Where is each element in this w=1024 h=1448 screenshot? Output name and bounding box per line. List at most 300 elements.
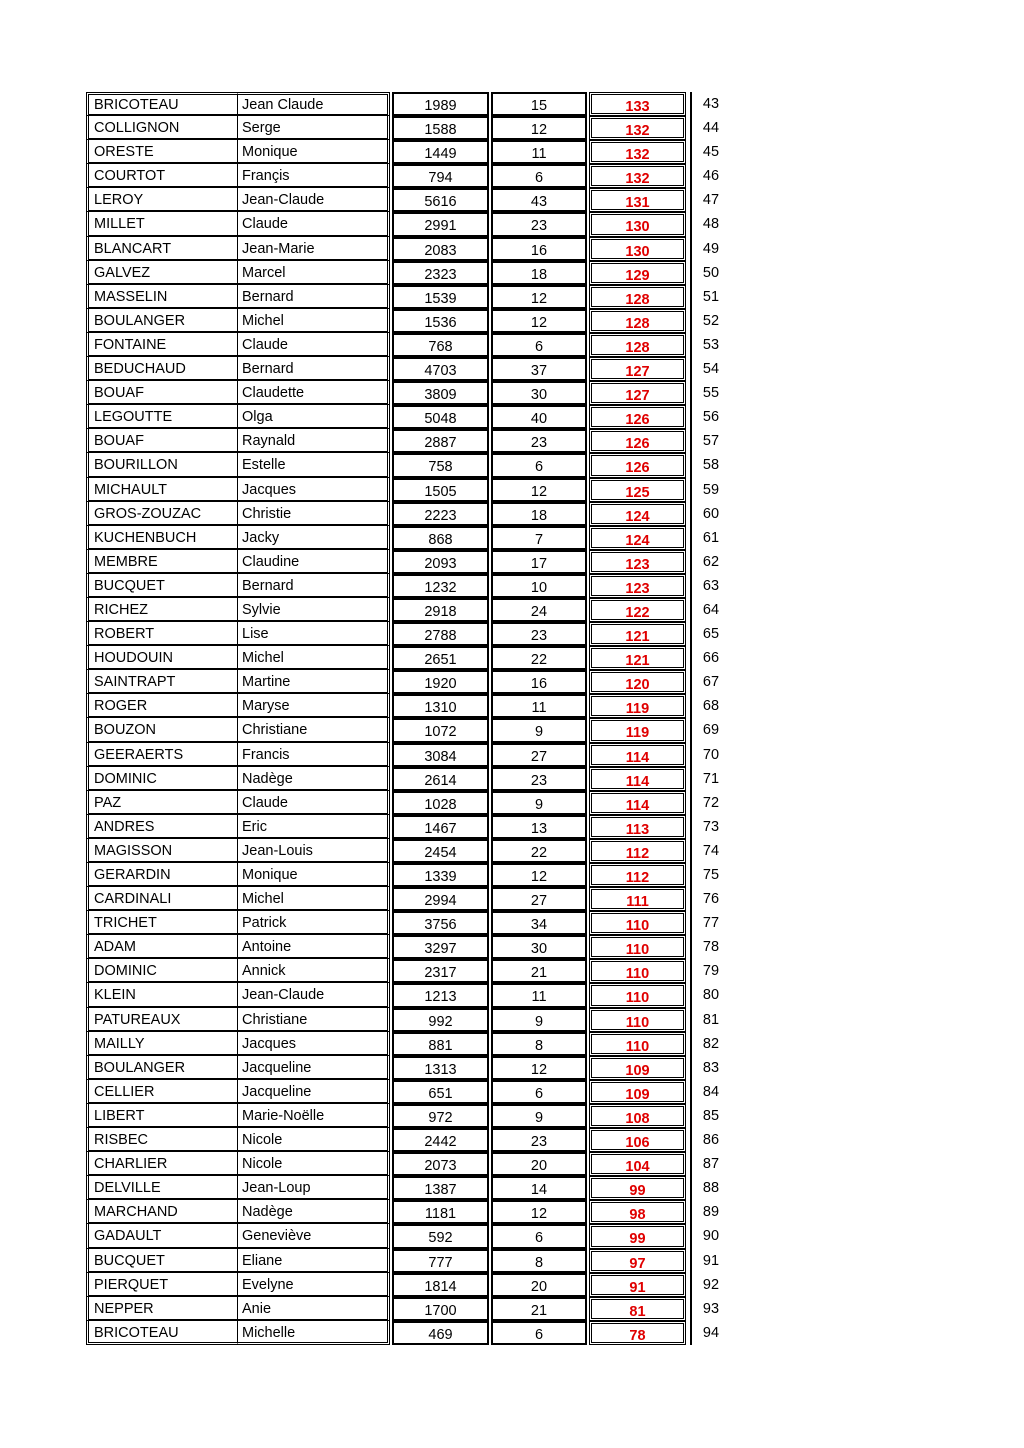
- total-score-cell: 1313: [392, 1056, 489, 1080]
- games-count-cell: 12: [491, 1200, 587, 1224]
- average-score-cell: 129: [589, 261, 686, 285]
- first-name-cell: Jean-Loup: [238, 1176, 390, 1200]
- total-score-cell: 1387: [392, 1176, 489, 1200]
- rank-cell: 76: [690, 887, 730, 911]
- total-score-cell: 868: [392, 526, 489, 550]
- average-score-cell: 122: [589, 598, 686, 622]
- total-score-cell: 1989: [392, 92, 489, 116]
- games-count-cell: 23: [491, 1128, 587, 1152]
- average-score-cell: 123: [589, 550, 686, 574]
- games-count-cell: 16: [491, 237, 587, 261]
- table-row: [86, 791, 730, 815]
- table-row: [86, 1056, 730, 1080]
- games-count-cell: 9: [491, 1104, 587, 1128]
- last-name-cell: BOURILLON: [86, 453, 238, 477]
- last-name-cell: NEPPER: [86, 1297, 238, 1321]
- last-name-cell: RISBEC: [86, 1128, 238, 1152]
- last-name-cell: RICHEZ: [86, 598, 238, 622]
- table-row: [86, 935, 730, 959]
- average-score-cell: 109: [589, 1056, 686, 1080]
- first-name-cell: Raynald: [238, 429, 390, 453]
- games-count-cell: 10: [491, 574, 587, 598]
- games-count-cell: 8: [491, 1249, 587, 1273]
- table-row: [86, 188, 730, 212]
- rank-cell: 78: [690, 935, 730, 959]
- first-name-cell: Evelyne: [238, 1273, 390, 1297]
- first-name-cell: Monique: [238, 140, 390, 164]
- last-name-cell: DELVILLE: [86, 1176, 238, 1200]
- average-score-cell: 132: [589, 164, 686, 188]
- last-name-cell: LIBERT: [86, 1104, 238, 1128]
- games-count-cell: 8: [491, 1032, 587, 1056]
- total-score-cell: 5048: [392, 405, 489, 429]
- last-name-cell: ROBERT: [86, 622, 238, 646]
- last-name-cell: ANDRES: [86, 815, 238, 839]
- first-name-cell: Antoine: [238, 935, 390, 959]
- last-name-cell: LEGOUTTE: [86, 405, 238, 429]
- table-row: [86, 1176, 730, 1200]
- games-count-cell: 27: [491, 743, 587, 767]
- average-score-cell: 114: [589, 767, 686, 791]
- average-score-cell: 132: [589, 140, 686, 164]
- total-score-cell: 2083: [392, 237, 489, 261]
- table-row: [86, 815, 730, 839]
- total-score-cell: 592: [392, 1224, 489, 1248]
- average-score-cell: 131: [589, 188, 686, 212]
- rank-cell: 83: [690, 1056, 730, 1080]
- table-row: [86, 887, 730, 911]
- table-row: [86, 309, 730, 333]
- rank-cell: 68: [690, 694, 730, 718]
- games-count-cell: 18: [491, 261, 587, 285]
- rank-cell: 91: [690, 1249, 730, 1273]
- first-name-cell: Serge: [238, 116, 390, 140]
- total-score-cell: 2918: [392, 598, 489, 622]
- games-count-cell: 21: [491, 959, 587, 983]
- average-score-cell: 133: [589, 92, 686, 116]
- rank-cell: 79: [690, 959, 730, 983]
- last-name-cell: GEERAERTS: [86, 743, 238, 767]
- rank-cell: 52: [690, 309, 730, 333]
- rank-cell: 64: [690, 598, 730, 622]
- table-row: [86, 911, 730, 935]
- average-score-cell: 128: [589, 333, 686, 357]
- first-name-cell: Olga: [238, 405, 390, 429]
- total-score-cell: 2073: [392, 1152, 489, 1176]
- last-name-cell: BEDUCHAUD: [86, 357, 238, 381]
- games-count-cell: 12: [491, 285, 587, 309]
- first-name-cell: Maryse: [238, 694, 390, 718]
- rank-cell: 70: [690, 743, 730, 767]
- total-score-cell: 1181: [392, 1200, 489, 1224]
- rank-cell: 69: [690, 718, 730, 742]
- score-table: [86, 92, 730, 1345]
- table-row: [86, 478, 730, 502]
- first-name-cell: Nicole: [238, 1152, 390, 1176]
- games-count-cell: 12: [491, 309, 587, 333]
- total-score-cell: 2317: [392, 959, 489, 983]
- average-score-cell: 127: [589, 357, 686, 381]
- first-name-cell: Monique: [238, 863, 390, 887]
- last-name-cell: MICHAULT: [86, 478, 238, 502]
- first-name-cell: Michelle: [238, 1321, 390, 1345]
- last-name-cell: GALVEZ: [86, 261, 238, 285]
- last-name-cell: PAZ: [86, 791, 238, 815]
- average-score-cell: 119: [589, 718, 686, 742]
- average-score-cell: 132: [589, 116, 686, 140]
- first-name-cell: Estelle: [238, 453, 390, 477]
- average-score-cell: 128: [589, 309, 686, 333]
- average-score-cell: 110: [589, 935, 686, 959]
- table-row: [86, 863, 730, 887]
- last-name-cell: BRICOTEAU: [86, 92, 238, 116]
- total-score-cell: 3084: [392, 743, 489, 767]
- table-row: [86, 839, 730, 863]
- total-score-cell: 1028: [392, 791, 489, 815]
- total-score-cell: 1920: [392, 670, 489, 694]
- average-score-cell: 126: [589, 429, 686, 453]
- last-name-cell: DOMINIC: [86, 959, 238, 983]
- average-score-cell: 81: [589, 1297, 686, 1321]
- first-name-cell: Jacqueline: [238, 1056, 390, 1080]
- table-row: [86, 1152, 730, 1176]
- table-row: [86, 526, 730, 550]
- average-score-cell: 123: [589, 574, 686, 598]
- first-name-cell: Michel: [238, 646, 390, 670]
- rank-cell: 61: [690, 526, 730, 550]
- table-row: [86, 212, 730, 236]
- first-name-cell: Lise: [238, 622, 390, 646]
- total-score-cell: 777: [392, 1249, 489, 1273]
- rank-cell: 88: [690, 1176, 730, 1200]
- average-score-cell: 112: [589, 863, 686, 887]
- total-score-cell: 1588: [392, 116, 489, 140]
- rank-cell: 93: [690, 1297, 730, 1321]
- first-name-cell: Marcel: [238, 261, 390, 285]
- first-name-cell: Jacqueline: [238, 1080, 390, 1104]
- average-score-cell: 111: [589, 887, 686, 911]
- last-name-cell: MEMBRE: [86, 550, 238, 574]
- rank-cell: 81: [690, 1008, 730, 1032]
- last-name-cell: PIERQUET: [86, 1273, 238, 1297]
- first-name-cell: Marie-Noëlle: [238, 1104, 390, 1128]
- first-name-cell: Bernard: [238, 357, 390, 381]
- last-name-cell: BUCQUET: [86, 1249, 238, 1273]
- rank-cell: 54: [690, 357, 730, 381]
- total-score-cell: 651: [392, 1080, 489, 1104]
- rank-cell: 46: [690, 164, 730, 188]
- table-row: [86, 1080, 730, 1104]
- average-score-cell: 113: [589, 815, 686, 839]
- first-name-cell: Bernard: [238, 574, 390, 598]
- last-name-cell: CARDINALI: [86, 887, 238, 911]
- first-name-cell: Nicole: [238, 1128, 390, 1152]
- first-name-cell: Christie: [238, 502, 390, 526]
- games-count-cell: 23: [491, 622, 587, 646]
- games-count-cell: 11: [491, 694, 587, 718]
- rank-cell: 74: [690, 839, 730, 863]
- table-row: [86, 550, 730, 574]
- total-score-cell: 2454: [392, 839, 489, 863]
- total-score-cell: 2093: [392, 550, 489, 574]
- total-score-cell: 2788: [392, 622, 489, 646]
- total-score-cell: 469: [392, 1321, 489, 1345]
- total-score-cell: 3297: [392, 935, 489, 959]
- table-row: [86, 116, 730, 140]
- table-row: [86, 453, 730, 477]
- total-score-cell: 1072: [392, 718, 489, 742]
- games-count-cell: 12: [491, 863, 587, 887]
- games-count-cell: 43: [491, 188, 587, 212]
- table-row: [86, 92, 730, 116]
- table-row: [86, 1273, 730, 1297]
- total-score-cell: 1232: [392, 574, 489, 598]
- games-count-cell: 7: [491, 526, 587, 550]
- first-name-cell: Claudine: [238, 550, 390, 574]
- average-score-cell: 97: [589, 1249, 686, 1273]
- rank-cell: 87: [690, 1152, 730, 1176]
- table-row: [86, 164, 730, 188]
- rank-cell: 56: [690, 405, 730, 429]
- last-name-cell: GROS-ZOUZAC: [86, 502, 238, 526]
- last-name-cell: SAINTRAPT: [86, 670, 238, 694]
- average-score-cell: 98: [589, 1200, 686, 1224]
- table-row: [86, 574, 730, 598]
- last-name-cell: LEROY: [86, 188, 238, 212]
- table-row: [86, 743, 730, 767]
- rank-cell: 67: [690, 670, 730, 694]
- rank-cell: 55: [690, 381, 730, 405]
- rank-cell: 53: [690, 333, 730, 357]
- total-score-cell: 1339: [392, 863, 489, 887]
- first-name-cell: Sylvie: [238, 598, 390, 622]
- games-count-cell: 6: [491, 1321, 587, 1345]
- games-count-cell: 12: [491, 478, 587, 502]
- rank-cell: 86: [690, 1128, 730, 1152]
- first-name-cell: Bernard: [238, 285, 390, 309]
- games-count-cell: 20: [491, 1273, 587, 1297]
- games-count-cell: 40: [491, 405, 587, 429]
- rank-cell: 85: [690, 1104, 730, 1128]
- rank-cell: 82: [690, 1032, 730, 1056]
- table-row: [86, 1321, 730, 1345]
- average-score-cell: 130: [589, 212, 686, 236]
- first-name-cell: Jacques: [238, 1032, 390, 1056]
- games-count-cell: 30: [491, 381, 587, 405]
- average-score-cell: 109: [589, 1080, 686, 1104]
- rank-cell: 90: [690, 1224, 730, 1248]
- total-score-cell: 1700: [392, 1297, 489, 1321]
- table-row: [86, 622, 730, 646]
- rank-cell: 49: [690, 237, 730, 261]
- last-name-cell: BOUZON: [86, 718, 238, 742]
- total-score-cell: 2991: [392, 212, 489, 236]
- last-name-cell: BOUAF: [86, 429, 238, 453]
- games-count-cell: 13: [491, 815, 587, 839]
- table-row: [86, 1032, 730, 1056]
- rank-cell: 75: [690, 863, 730, 887]
- average-score-cell: 114: [589, 791, 686, 815]
- games-count-cell: 6: [491, 453, 587, 477]
- last-name-cell: BUCQUET: [86, 574, 238, 598]
- average-score-cell: 114: [589, 743, 686, 767]
- rank-cell: 73: [690, 815, 730, 839]
- first-name-cell: Nadège: [238, 767, 390, 791]
- games-count-cell: 18: [491, 502, 587, 526]
- table-row: [86, 285, 730, 309]
- average-score-cell: 120: [589, 670, 686, 694]
- first-name-cell: Jean-Marie: [238, 237, 390, 261]
- table-row: [86, 381, 730, 405]
- table-row: [86, 767, 730, 791]
- games-count-cell: 11: [491, 140, 587, 164]
- last-name-cell: TRICHET: [86, 911, 238, 935]
- total-score-cell: 1505: [392, 478, 489, 502]
- first-name-cell: Patrick: [238, 911, 390, 935]
- games-count-cell: 12: [491, 1056, 587, 1080]
- last-name-cell: KUCHENBUCH: [86, 526, 238, 550]
- rank-cell: 58: [690, 453, 730, 477]
- average-score-cell: 110: [589, 959, 686, 983]
- table-row: [86, 502, 730, 526]
- last-name-cell: GERARDIN: [86, 863, 238, 887]
- games-count-cell: 14: [491, 1176, 587, 1200]
- games-count-cell: 15: [491, 92, 587, 116]
- rank-cell: 94: [690, 1321, 730, 1345]
- table-row: [86, 357, 730, 381]
- table-row: [86, 694, 730, 718]
- average-score-cell: 130: [589, 237, 686, 261]
- rank-cell: 71: [690, 767, 730, 791]
- rank-cell: 48: [690, 212, 730, 236]
- average-score-cell: 106: [589, 1128, 686, 1152]
- total-score-cell: 1213: [392, 983, 489, 1007]
- rank-cell: 62: [690, 550, 730, 574]
- first-name-cell: Jean-Louis: [238, 839, 390, 863]
- total-score-cell: 2651: [392, 646, 489, 670]
- total-score-cell: 1814: [392, 1273, 489, 1297]
- table-row: [86, 1200, 730, 1224]
- rank-cell: 89: [690, 1200, 730, 1224]
- average-score-cell: 125: [589, 478, 686, 502]
- games-count-cell: 6: [491, 1224, 587, 1248]
- last-name-cell: ADAM: [86, 935, 238, 959]
- total-score-cell: 1310: [392, 694, 489, 718]
- rank-cell: 57: [690, 429, 730, 453]
- first-name-cell: Geneviève: [238, 1224, 390, 1248]
- games-count-cell: 9: [491, 1008, 587, 1032]
- average-score-cell: 108: [589, 1104, 686, 1128]
- last-name-cell: KLEIN: [86, 983, 238, 1007]
- table-row: [86, 1128, 730, 1152]
- first-name-cell: Claudette: [238, 381, 390, 405]
- rank-cell: 92: [690, 1273, 730, 1297]
- total-score-cell: 1449: [392, 140, 489, 164]
- games-count-cell: 11: [491, 983, 587, 1007]
- rank-cell: 65: [690, 622, 730, 646]
- rank-cell: 59: [690, 478, 730, 502]
- rank-cell: 45: [690, 140, 730, 164]
- first-name-cell: Annick: [238, 959, 390, 983]
- last-name-cell: COURTOT: [86, 164, 238, 188]
- rank-cell: 43: [690, 92, 730, 116]
- last-name-cell: CHARLIER: [86, 1152, 238, 1176]
- average-score-cell: 124: [589, 526, 686, 550]
- table-row: [86, 646, 730, 670]
- total-score-cell: 2994: [392, 887, 489, 911]
- rank-cell: 47: [690, 188, 730, 212]
- average-score-cell: 110: [589, 911, 686, 935]
- last-name-cell: MASSELIN: [86, 285, 238, 309]
- first-name-cell: Françis: [238, 164, 390, 188]
- table-row: [86, 1008, 730, 1032]
- table-row: [86, 429, 730, 453]
- average-score-cell: 99: [589, 1176, 686, 1200]
- table-row: [86, 670, 730, 694]
- games-count-cell: 27: [491, 887, 587, 911]
- last-name-cell: MAILLY: [86, 1032, 238, 1056]
- first-name-cell: Eric: [238, 815, 390, 839]
- last-name-cell: BOULANGER: [86, 309, 238, 333]
- total-score-cell: 2614: [392, 767, 489, 791]
- total-score-cell: 4703: [392, 357, 489, 381]
- total-score-cell: 881: [392, 1032, 489, 1056]
- last-name-cell: PATUREAUX: [86, 1008, 238, 1032]
- last-name-cell: BOULANGER: [86, 1056, 238, 1080]
- last-name-cell: CELLIER: [86, 1080, 238, 1104]
- rank-cell: 80: [690, 983, 730, 1007]
- games-count-cell: 6: [491, 164, 587, 188]
- total-score-cell: 2223: [392, 502, 489, 526]
- table-row: [86, 140, 730, 164]
- first-name-cell: Claude: [238, 791, 390, 815]
- total-score-cell: 1467: [392, 815, 489, 839]
- first-name-cell: Nadège: [238, 1200, 390, 1224]
- rank-cell: 77: [690, 911, 730, 935]
- total-score-cell: 2442: [392, 1128, 489, 1152]
- first-name-cell: Jean Claude: [238, 92, 390, 116]
- games-count-cell: 9: [491, 718, 587, 742]
- first-name-cell: Anie: [238, 1297, 390, 1321]
- total-score-cell: 5616: [392, 188, 489, 212]
- games-count-cell: 16: [491, 670, 587, 694]
- average-score-cell: 110: [589, 983, 686, 1007]
- first-name-cell: Christiane: [238, 718, 390, 742]
- last-name-cell: DOMINIC: [86, 767, 238, 791]
- games-count-cell: 20: [491, 1152, 587, 1176]
- games-count-cell: 23: [491, 429, 587, 453]
- last-name-cell: BOUAF: [86, 381, 238, 405]
- games-count-cell: 30: [491, 935, 587, 959]
- table-row: [86, 1297, 730, 1321]
- rank-cell: 63: [690, 574, 730, 598]
- table-row: [86, 261, 730, 285]
- first-name-cell: Claude: [238, 333, 390, 357]
- average-score-cell: 121: [589, 622, 686, 646]
- first-name-cell: Jean-Claude: [238, 188, 390, 212]
- total-score-cell: 758: [392, 453, 489, 477]
- table-row: [86, 1104, 730, 1128]
- last-name-cell: MARCHAND: [86, 1200, 238, 1224]
- last-name-cell: FONTAINE: [86, 333, 238, 357]
- table-row: [86, 718, 730, 742]
- last-name-cell: HOUDOUIN: [86, 646, 238, 670]
- games-count-cell: 9: [491, 791, 587, 815]
- total-score-cell: 3809: [392, 381, 489, 405]
- average-score-cell: 119: [589, 694, 686, 718]
- games-count-cell: 23: [491, 767, 587, 791]
- first-name-cell: Jacky: [238, 526, 390, 550]
